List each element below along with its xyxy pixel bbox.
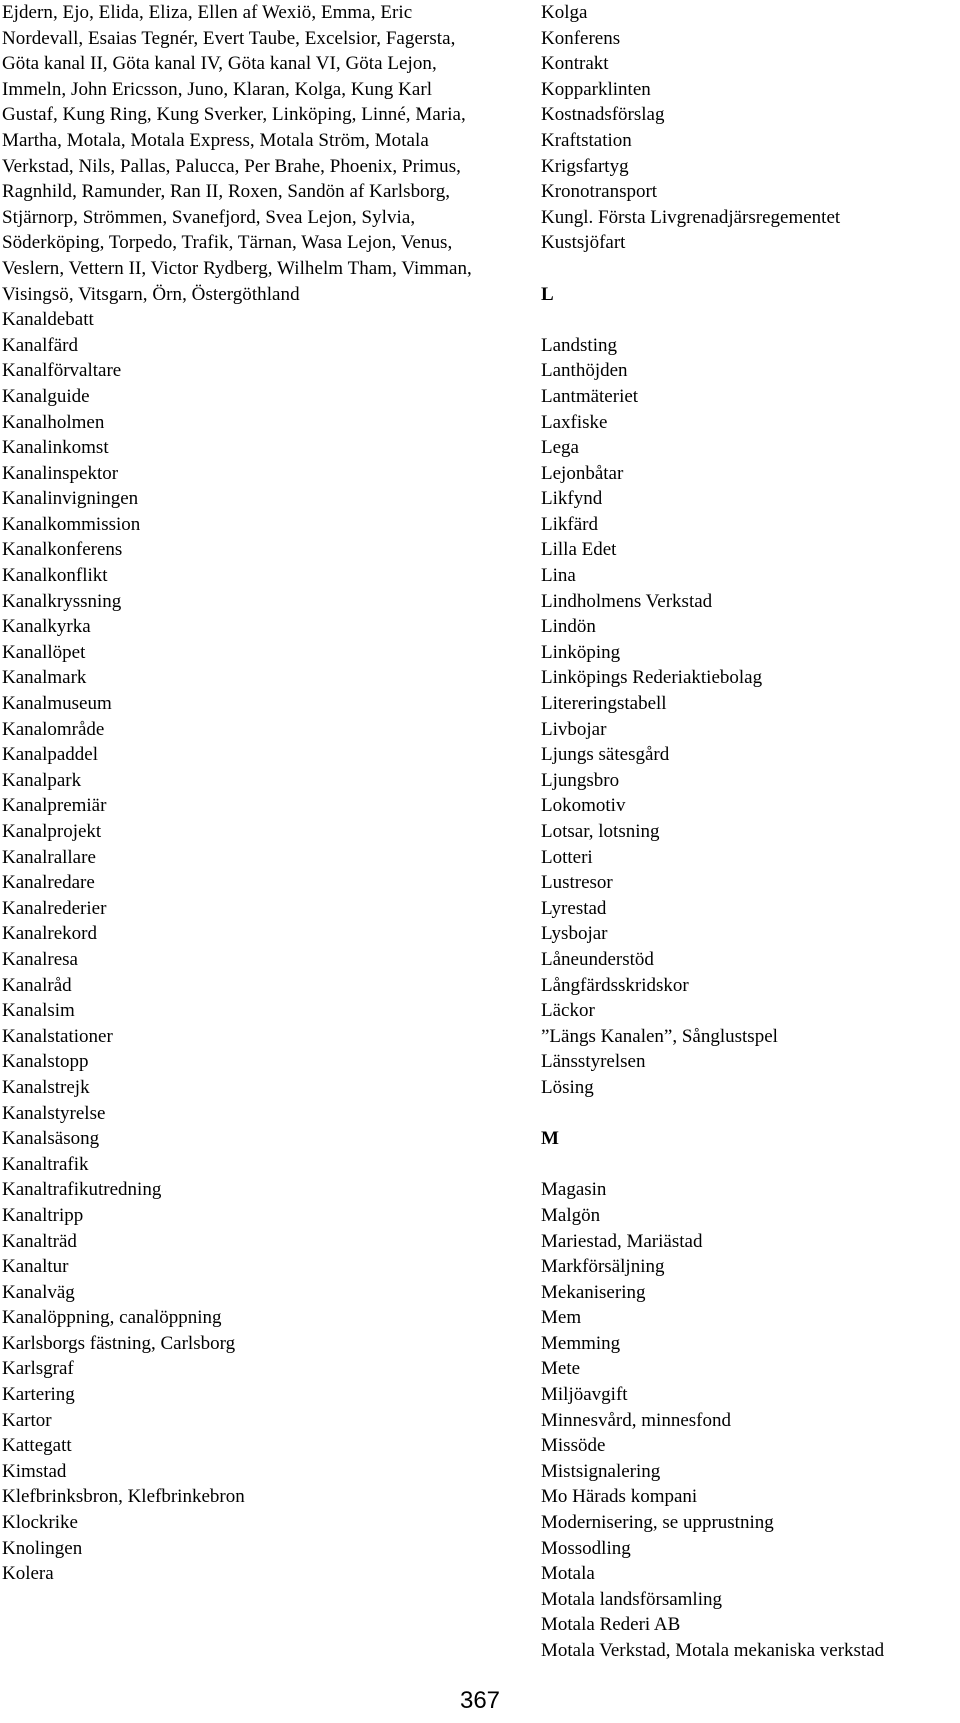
index-entry: Miljöavgift bbox=[541, 1384, 628, 1406]
index-entry: Mo Härads kompani bbox=[541, 1486, 698, 1508]
index-entry: Kanalförvaltare bbox=[2, 360, 122, 382]
index-entry: Mete bbox=[541, 1358, 581, 1380]
index-entry: Lejonbåtar bbox=[541, 462, 624, 484]
index-entry: Likfynd bbox=[541, 488, 603, 510]
index-entry: Kimstad bbox=[2, 1460, 67, 1482]
index-entry: Kattegatt bbox=[2, 1435, 72, 1457]
intro-paragraph: Ejdern, Ejo, Elida, Eliza, Ellen af Wexiö, Emma, Eric Nordevall, Esaias Tegnér, Evert Taube, Excelsior, Fagersta, Göta kanal II, Göta kanal IV, Göta kanal VI, Göta Lejon, Immeln, John Ericsson, Juno, Klaran, Kolga, Kung Karl Gustaf, Kung Ring, Kung Sverker, Linköping, Linné, Maria, Martha, Motala, Motala Express, Motala Ström, Motala Verkstad, Nils, Pallas, Palucca, Per Brahe, Phoenix, Primus, Ragnhild, Ramunder, Ran II, Roxen, Sandön af Karlsborg, Stjärnorp, Strömmen, Svanefjord, Svea Lejon, Sylvia, Söderköping, Torpedo, Trafik, Tärnan, Wasa Lejon, Venus, Veslern, Vettern II, Victor Rydberg, Wilhelm Tham, Vimman, Visingsö, Vitsgarn, Örn, Östergöthland bbox=[2, 2, 472, 305]
index-entry: Linköping bbox=[541, 641, 621, 663]
index-entry: Linköpings Rederiaktiebolag bbox=[541, 667, 763, 689]
index-entry: Kartor bbox=[2, 1409, 52, 1431]
index-entry: Lilla Edet bbox=[541, 539, 617, 561]
index-entry: Kanalredare bbox=[2, 872, 95, 894]
index-entry: Kanalsim bbox=[2, 1000, 75, 1022]
right-column bbox=[541, 0, 960, 1664]
index-entry: Kanalinvigningen bbox=[2, 488, 139, 510]
index-entry: Klefbrinksbron, Klefbrinkebron bbox=[2, 1486, 245, 1508]
index-entry: Lyrestad bbox=[541, 897, 607, 919]
index-entry: Motala Verkstad, Motala mekaniska verkstad bbox=[541, 1640, 885, 1661]
index-entry: Kanalholmen bbox=[2, 411, 105, 433]
index-entry: Kanalmuseum bbox=[2, 693, 112, 715]
index-entry: Knolingen bbox=[2, 1537, 83, 1559]
index-entry: Mem bbox=[541, 1307, 582, 1329]
index-entry: Kanalprojekt bbox=[2, 821, 102, 842]
index-entry: Kanalkyrka bbox=[2, 616, 91, 638]
index-entry: Kolga bbox=[541, 2, 588, 23]
index-entry: Mekanisering bbox=[541, 1281, 646, 1303]
index-entry: Minnesvård, minnesfond bbox=[541, 1409, 731, 1431]
index-entry: Magasin bbox=[541, 1179, 607, 1201]
index-entry: Lösing bbox=[541, 1076, 594, 1098]
index-entry: Kanalmark bbox=[2, 667, 87, 689]
index-entry: Livbojar bbox=[541, 718, 607, 740]
index-entry: Laxfiske bbox=[541, 411, 608, 433]
index-entry: Kanalrallare bbox=[2, 846, 96, 868]
left-column bbox=[2, 0, 482, 1587]
index-entry: Lustresor bbox=[541, 872, 613, 894]
index-entry: Långfärdsskridskor bbox=[541, 974, 689, 996]
index-entry: Kanaltrafik bbox=[2, 1153, 89, 1175]
index-entry: Kanaltripp bbox=[2, 1204, 84, 1226]
index-entry: Kanalpaddel bbox=[2, 744, 99, 766]
l-entry-list bbox=[541, 333, 960, 1101]
page-number: 367 bbox=[459, 1687, 501, 1714]
index-entry: Kanalträd bbox=[2, 1230, 77, 1252]
index-entry: Malgön bbox=[541, 1204, 601, 1226]
m-entry-list bbox=[541, 1177, 960, 1663]
index-entry: Lina bbox=[541, 565, 576, 587]
index-entry: Klockrike bbox=[2, 1512, 78, 1534]
index-entry: Kopparklinten bbox=[541, 78, 651, 100]
index-entry: Kanalstrejk bbox=[2, 1076, 90, 1098]
index-entry: Lotsar, lotsning bbox=[541, 821, 660, 842]
index-entry: Mossodling bbox=[541, 1537, 631, 1559]
index-entry: Kanalkonflikt bbox=[2, 565, 108, 587]
index-entry: Kanalinkomst bbox=[2, 437, 109, 459]
index-entry: Kanalöppning, canalöppning bbox=[2, 1307, 222, 1329]
index-entry: Länsstyrelsen bbox=[541, 1051, 646, 1073]
index-entry: Kanaldebatt bbox=[2, 309, 94, 331]
index-entry: Kustsjöfart bbox=[541, 232, 626, 254]
index-entry: Landsting bbox=[541, 334, 617, 356]
index-entry: Litereringstabell bbox=[541, 693, 667, 715]
index-entry: Kronotransport bbox=[541, 181, 658, 203]
index-entry: Mariestad, Mariästad bbox=[541, 1230, 703, 1252]
index-entry: Lantmäteriet bbox=[541, 385, 639, 407]
index-entry: Markförsäljning bbox=[541, 1256, 665, 1278]
index-entry: Kanalinspektor bbox=[2, 462, 119, 484]
index-entry: Kanalväg bbox=[2, 1281, 75, 1303]
section-letter-m: M bbox=[541, 1128, 559, 1150]
index-entry: Kanalstyrelse bbox=[2, 1102, 106, 1124]
index-entry: Lindholmens Verkstad bbox=[541, 590, 713, 612]
index-entry: Kanalrederier bbox=[2, 897, 107, 919]
index-entry: Kanalsäsong bbox=[2, 1128, 100, 1150]
index-entry: Låneunderstöd bbox=[541, 948, 654, 970]
index-entry: Modernisering, se upprustning bbox=[541, 1512, 774, 1534]
index-entry: Memming bbox=[541, 1332, 621, 1354]
index-entry: Lokomotiv bbox=[541, 795, 626, 817]
index-entry: ”Längs Kanalen”, Sånglustspel bbox=[541, 1025, 778, 1047]
k-entry-list bbox=[541, 0, 960, 256]
index-entry: Motala bbox=[541, 1563, 595, 1585]
index-entry: Lysbojar bbox=[541, 923, 608, 945]
index-entry: Kostnadsförslag bbox=[541, 104, 665, 126]
index-entry: Krigsfartyg bbox=[541, 155, 629, 177]
index-entry: Kanalresa bbox=[2, 948, 78, 970]
index-entry: Kraftstation bbox=[541, 129, 632, 151]
index-entry: Kanalpark bbox=[2, 769, 82, 791]
index-entry: Kanalguide bbox=[2, 385, 90, 407]
index-entry: Konferens bbox=[541, 27, 621, 49]
left-entry-list bbox=[2, 307, 482, 1587]
index-entry: Lanthöjden bbox=[541, 360, 628, 382]
index-entry: Kanallöpet bbox=[2, 641, 86, 663]
index-entry: Kanaltur bbox=[2, 1256, 69, 1278]
index-entry: Kanalkommission bbox=[2, 513, 141, 535]
index-entry: Kanalkryssning bbox=[2, 590, 122, 612]
index-entry: Kontrakt bbox=[541, 53, 609, 75]
index-entry: Ljungsbro bbox=[541, 769, 620, 791]
index-entry: Motala landsförsamling bbox=[541, 1588, 722, 1610]
index-entry: Kanalrekord bbox=[2, 923, 97, 945]
index-entry: Lindön bbox=[541, 616, 596, 638]
index-entry: Kanalområde bbox=[2, 718, 105, 740]
index-entry: Ljungs sätesgård bbox=[541, 744, 670, 766]
index-entry: Kartering bbox=[2, 1384, 75, 1406]
index-entry: Kanalråd bbox=[2, 974, 72, 996]
index-entry: Lotteri bbox=[541, 846, 593, 868]
section-letter-l: L bbox=[541, 283, 554, 305]
index-entry: Kolera bbox=[2, 1563, 54, 1585]
index-entry: Läckor bbox=[541, 1000, 595, 1022]
index-entry: Missöde bbox=[541, 1435, 606, 1457]
index-entry: Kungl. Första Livgrenadjärsregementet bbox=[541, 206, 841, 228]
index-entry: Karlsgraf bbox=[2, 1358, 74, 1380]
index-entry: Kanaltrafikutredning bbox=[2, 1179, 162, 1201]
index-entry: Motala Rederi AB bbox=[541, 1614, 681, 1636]
index-entry: Mistsignalering bbox=[541, 1460, 661, 1482]
index-entry: Karlsborgs fästning, Carlsborg bbox=[2, 1332, 236, 1354]
index-entry: Kanalfärd bbox=[2, 334, 78, 356]
index-entry: Kanalstopp bbox=[2, 1051, 89, 1073]
index-entry: Lega bbox=[541, 437, 579, 459]
index-entry: Kanalpremiär bbox=[2, 795, 107, 817]
index-entry: Likfärd bbox=[541, 513, 598, 535]
index-entry: Kanalkonferens bbox=[2, 539, 123, 561]
index-entry: Kanalstationer bbox=[2, 1025, 113, 1047]
